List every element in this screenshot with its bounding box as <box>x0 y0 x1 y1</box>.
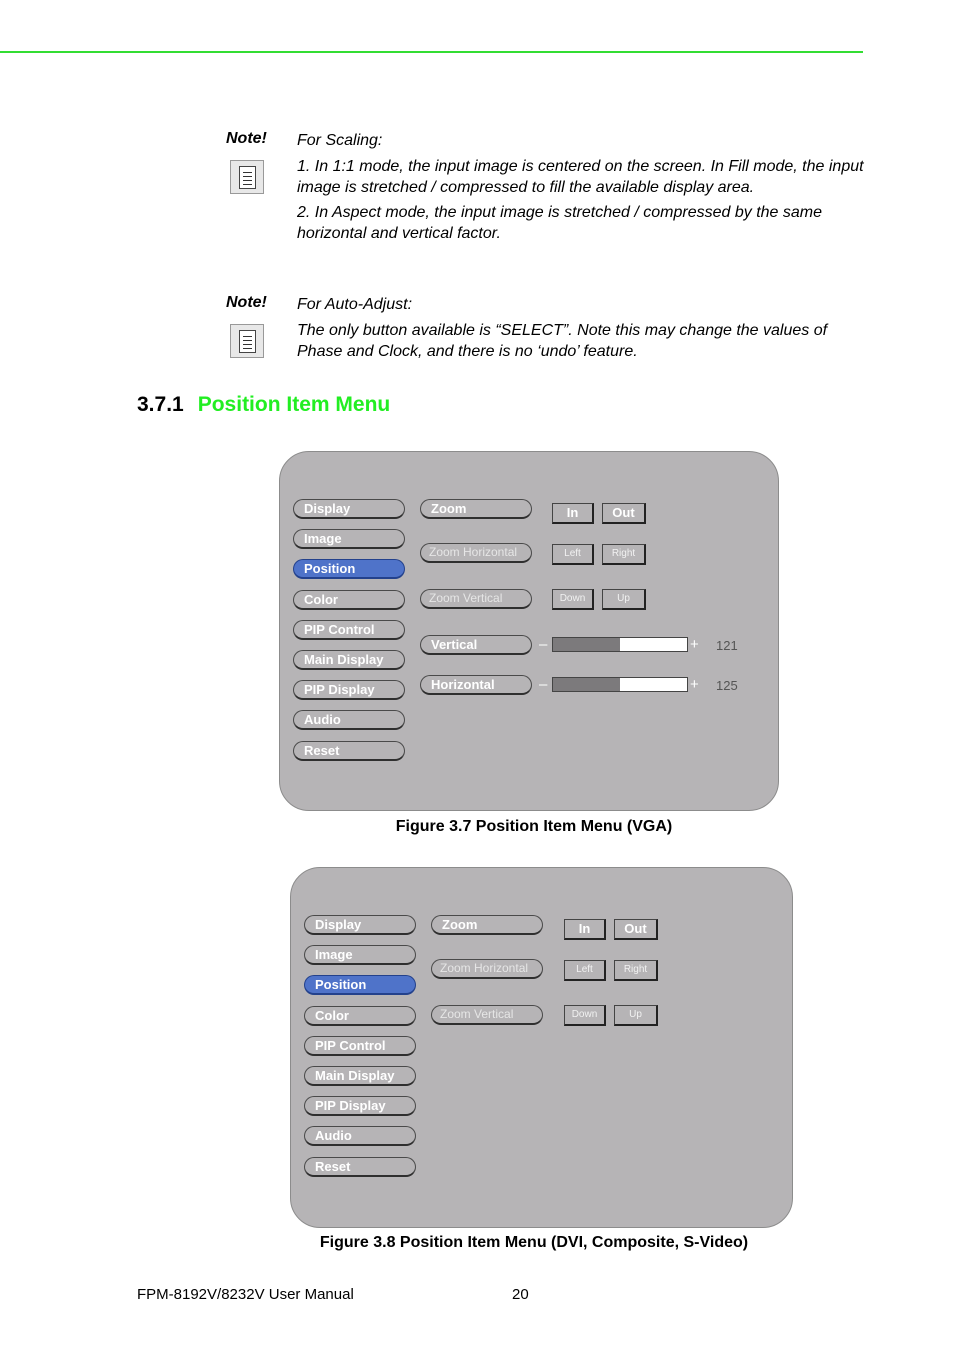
zoom-horizontal-item[interactable]: Zoom Horizontal <box>431 959 543 979</box>
zoom-item[interactable]: Zoom <box>431 915 543 935</box>
horizontal-slider[interactable] <box>552 677 688 692</box>
note-paragraph: For Scaling: <box>297 132 383 149</box>
zoom-in-button[interactable]: In <box>564 919 606 940</box>
header-rule <box>0 51 863 53</box>
osd-menu-dvi <box>290 867 793 1228</box>
zoom-up-button[interactable]: Up <box>614 1005 658 1026</box>
figure-caption: Figure 3.8 Position Item Menu (DVI, Composite, S-Video) <box>319 1234 749 1251</box>
menu-item-display[interactable]: Display <box>293 499 405 519</box>
menu-item-reset[interactable]: Reset <box>304 1157 416 1177</box>
menu-item-reset[interactable]: Reset <box>293 741 405 761</box>
menu-item-audio[interactable]: Audio <box>293 710 405 730</box>
decrease-icon[interactable]: – <box>539 636 548 653</box>
slider-fill <box>553 638 620 651</box>
note-document-icon <box>230 160 264 194</box>
horizontal-position-item[interactable]: Horizontal <box>420 675 532 695</box>
menu-item-pip-control[interactable]: PIP Control <box>304 1036 416 1056</box>
note-label: Note! <box>226 130 267 147</box>
footer-manual-title: FPM-8192V/8232V User Manual <box>137 1286 354 1303</box>
zoom-left-button[interactable]: Left <box>552 544 594 565</box>
menu-item-color[interactable]: Color <box>304 1006 416 1026</box>
menu-item-pip-display[interactable]: PIP Display <box>293 680 405 700</box>
vertical-position-item[interactable]: Vertical <box>420 635 532 655</box>
menu-item-image[interactable]: Image <box>293 529 405 549</box>
figure-caption: Figure 3.7 Position Item Menu (VGA) <box>395 818 673 835</box>
horizontal-value: 125 <box>716 678 738 693</box>
menu-item-main-display[interactable]: Main Display <box>304 1066 416 1086</box>
note-text <box>297 294 867 366</box>
footer-page-number: 20 <box>512 1286 529 1303</box>
menu-item-pip-display[interactable]: PIP Display <box>304 1096 416 1116</box>
zoom-left-button[interactable]: Left <box>564 960 606 981</box>
note-text <box>297 130 867 248</box>
note-label: Note! <box>226 294 267 311</box>
menu-item-main-display[interactable]: Main Display <box>293 650 405 670</box>
zoom-right-button[interactable]: Right <box>614 960 658 981</box>
zoom-out-button[interactable]: Out <box>614 919 658 940</box>
menu-item-display[interactable]: Display <box>304 915 416 935</box>
increase-icon[interactable]: + <box>690 676 699 693</box>
zoom-vertical-item[interactable]: Zoom Vertical <box>431 1005 543 1025</box>
vertical-value: 121 <box>716 638 738 653</box>
zoom-in-button[interactable]: In <box>552 503 594 524</box>
zoom-up-button[interactable]: Up <box>602 589 646 610</box>
zoom-out-button[interactable]: Out <box>602 503 646 524</box>
section-heading <box>137 393 390 417</box>
note-paragraph: The only button available is “SELECT”. Note this may change the values of Phase and Clock, and there is no ‘undo’ feature. <box>297 322 828 360</box>
menu-item-pip-control[interactable]: PIP Control <box>293 620 405 640</box>
menu-item-audio[interactable]: Audio <box>304 1126 416 1146</box>
menu-item-position[interactable]: Position <box>293 559 405 579</box>
zoom-down-button[interactable]: Down <box>564 1005 606 1026</box>
zoom-down-button[interactable]: Down <box>552 589 594 610</box>
section-title: Position Item Menu <box>197 393 391 416</box>
note-paragraph: For Auto-Adjust: <box>297 296 413 313</box>
vertical-slider[interactable] <box>552 637 688 652</box>
note-paragraph: 1. In 1:1 mode, the input image is centered on the screen. In Fill mode, the input image is stretched / compressed to fill the available display area. <box>297 158 864 196</box>
increase-icon[interactable]: + <box>690 636 699 653</box>
menu-item-image[interactable]: Image <box>304 945 416 965</box>
zoom-horizontal-item[interactable]: Zoom Horizontal <box>420 543 532 563</box>
slider-fill <box>553 678 620 691</box>
note-paragraph: 2. In Aspect mode, the input image is stretched / compressed by the same horizontal and vertical factor. <box>297 204 823 242</box>
section-number: 3.7.1 <box>137 393 184 416</box>
menu-item-color[interactable]: Color <box>293 590 405 610</box>
zoom-vertical-item[interactable]: Zoom Vertical <box>420 589 532 609</box>
note-document-icon <box>230 324 264 358</box>
decrease-icon[interactable]: – <box>539 676 548 693</box>
zoom-right-button[interactable]: Right <box>602 544 646 565</box>
osd-menu-vga <box>279 451 779 811</box>
zoom-item[interactable]: Zoom <box>420 499 532 519</box>
menu-item-position[interactable]: Position <box>304 975 416 995</box>
